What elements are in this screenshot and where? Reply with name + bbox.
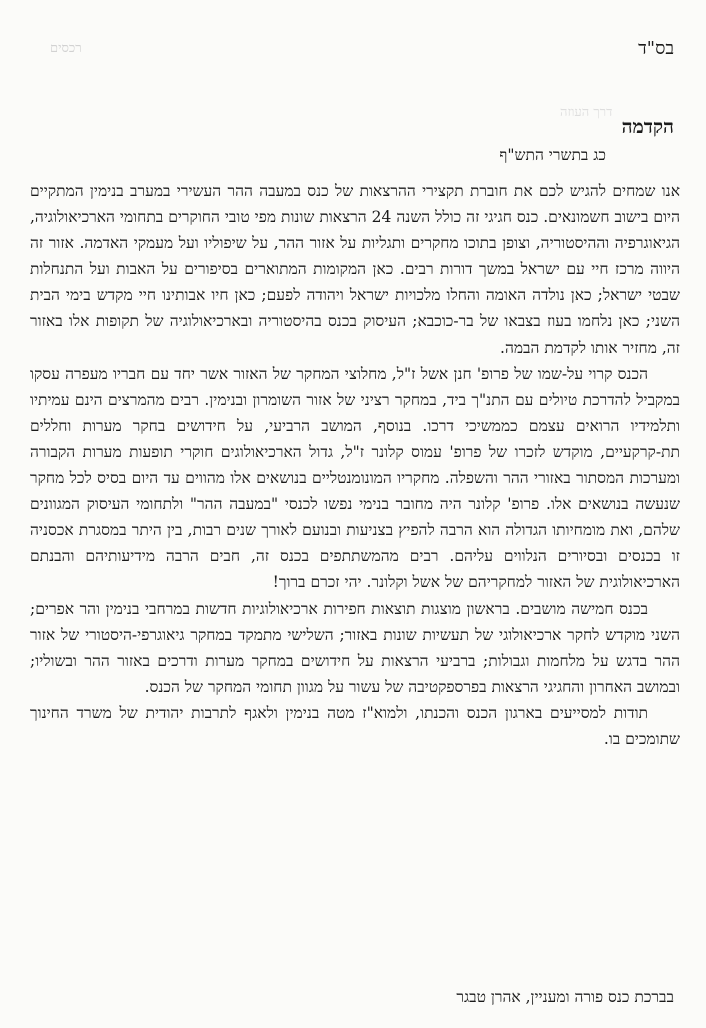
page-title: הקדמה <box>621 116 674 138</box>
bsd-header: בס"ד <box>638 38 674 59</box>
hebrew-date: כג בתשרי התש"ף <box>499 146 606 164</box>
paragraph-thanks: תודות למסייעים בארגון הכנס והכנתו, ולמוא"ז מטה בנימין ולאגף לתרבות יהודית של משרד החינוך שתומכים בו. <box>30 703 680 748</box>
paragraph-dedication: הכנס קרוי על-שמו של פרופ' חנן אשל ז"ל, מחלוצי המחקר של האזור אשר יחד עם חבריו מעפרה עסקו במקביל להדרכת טיולים עם התנ"ך ביד, במחקר רציני של אזור השומרון ובנימין. רבים מהמרצים הינם עמיתיו ותלמידיו הרואים עצמם כממשיכי דרכו. בנוסף, המושב הרביעי, על חידושים בחקר מערות וחללים תת-קרקעיים, מוקדש לזכרו של פרופ' עמוס קלונר ז"ל, גדול הארכיאולוגים חוקרי תופעות מערות הקבורה ומערכות המסתור באזורי ההר והשפלה. מחקריו המונומנטליים בנושאים אלו מהווים עד היום בסיס לכל מחקר שנעשה בנושאים אלו. פרופ' קלונר היה מחובר בנימי נפשו לכנסי "במעבה ההר" ולתחומי העיסוק המגוונים שלהם, ואת מומחיותו הגדולה הוא הרבה להפיץ בצניעות ובנועם לאורך שנים רבות, בין היתר במסגרת אכסניה זו בכנסים ובסיורים הנלווים עליהם. רבים מהמשתתפים בכנס זה, חבים הרבה מידיעותיהם והבנתם הארכיאולוגית של האזור למחקריהם של אשל וקלונר. יהי זכרם ברוך! <box>30 364 680 592</box>
paragraph-intro: אנו שמחים להגיש לכם את חוברת תקצירי ההרצאות של כנס במעבה ההר העשירי במערב בנימין המתקיים היום בישוב חשמונאים. כנס חגיגי זה כולל השנה 24 הרצאות שונות מפי טובי החוקרים בתחומי הארכיאולוגיה, הגיאוגרפיה וההיסטוריה, וצופן בתוכו מחקרים ותגליות על אזור ההר, על שיפוליו ועל מעמקי האדמה. אזור זה היווה מרכז חיי עם ישראל במשך דורות רבים. כאן המקומות המתוארים בסיפורים על האבות ועל התנחלות שבטי ישראל; כאן נולדה האומה והחלו מלכויות ישראל ויהודה לפעם; כאן חיו אבותינו חיי מקדש בימי הבית השני; כאן נלחמו בעוז בצבאו של בר-כוכבא; העיסוק בכנס בהיסטוריה ובארכיאולוגיה של תקופות אלו באזור זה, מחזיר אותו לקדמת הבמה. <box>30 182 680 357</box>
bleed-through-top: רכסים <box>50 41 82 56</box>
bleed-through-mid: דרך העוזה <box>560 105 613 120</box>
body-text <box>30 178 680 752</box>
paragraph-sessions: בכנס חמישה מושבים. בראשון מוצגות תוצאות חפירות ארכיאולוגיות חדשות במרחבי בנימין והר אפרים; השני מוקדש לחקר ארכיאולוגי של תעשיות שונות באזור; השלישי מתמקד במחקר גיאוגרפי-היסטורי של אזור ההר בדגש על מלחמות וגבולות; ברביעי הרצאות על חידושים במחקר מערות ודרכים באזור ההר ובשוליו; ובמושב האחרון והחגיגי הרצאות בפרספקטיבה של עשור על מגוון תחומי המחקר של הכנס. <box>30 599 680 696</box>
signature: בברכת כנס פורה ומעניין, אהרן טבגר <box>456 988 674 1006</box>
